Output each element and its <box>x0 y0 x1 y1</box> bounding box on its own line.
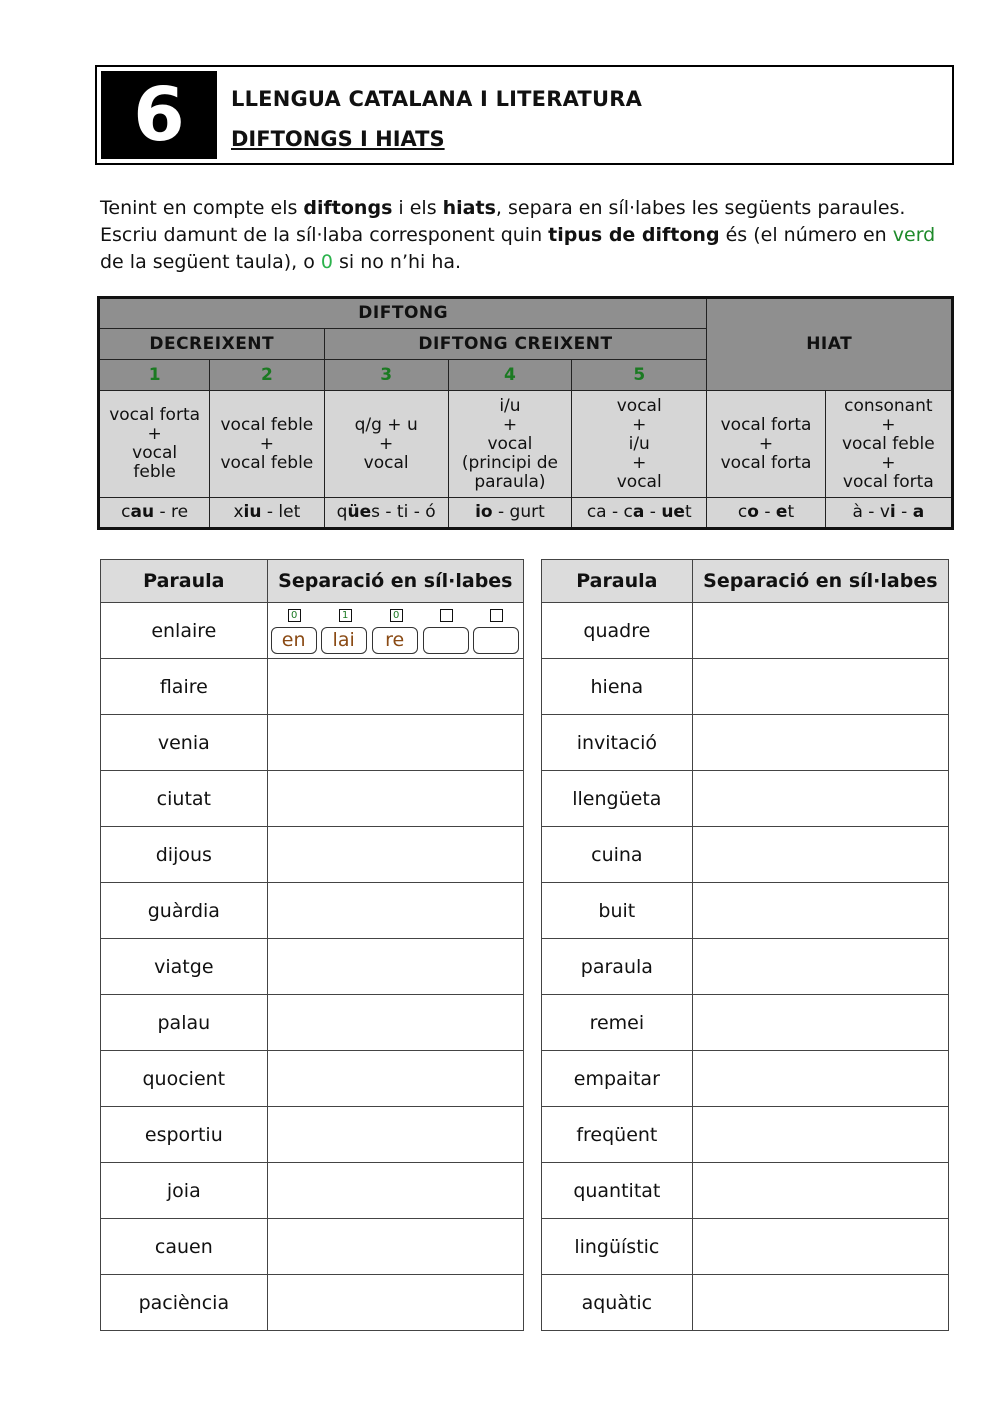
diphthong-type-checkbox[interactable]: 0 <box>288 609 301 622</box>
page-subtitle: DIFTONGS I HIATS <box>231 127 445 151</box>
example-word: ca - ca - uet <box>572 498 707 529</box>
table-row <box>101 603 524 659</box>
syllable-answer-cell[interactable] <box>267 603 523 659</box>
table-row <box>101 771 524 827</box>
example-word: io - gurt <box>448 498 571 529</box>
word-cell: viatge <box>101 939 268 995</box>
syllable-answer-cell[interactable] <box>692 1051 948 1107</box>
type-description: vocal forta + vocal forta <box>707 391 825 498</box>
instructions: Tenint en compte els diftongs i els hiats, separa en síl·labes les següents paraules. Escriu damunt de la síl·laba corresponent quin tipus de diftong és (el número en verd de la següent taula), o 0 si no n’hi ha. <box>100 197 936 273</box>
table-row <box>542 1107 949 1163</box>
type-description: consonant + vocal feble + vocal forta <box>825 391 952 498</box>
words-table-left <box>100 559 524 1331</box>
word-cell: ciutat <box>101 771 268 827</box>
column-header-word: Paraula <box>101 560 268 603</box>
table-row <box>101 1219 524 1275</box>
example-word: qües - ti - ó <box>324 498 448 529</box>
word-cell: dijous <box>101 827 268 883</box>
syllable-answer-cell[interactable] <box>692 883 948 939</box>
table-row <box>542 1275 949 1331</box>
table-row <box>542 771 949 827</box>
header-box <box>95 65 954 165</box>
syllable-answer-cell[interactable] <box>692 1275 948 1331</box>
syllable-answer-cell[interactable] <box>692 603 948 659</box>
word-cell: remei <box>542 995 693 1051</box>
example-word: co - et <box>707 498 825 529</box>
diphthong-type-checkbox[interactable]: 0 <box>390 609 403 622</box>
diphthong-type-checkbox[interactable]: 1 <box>339 609 352 622</box>
table-row <box>542 1219 949 1275</box>
syllable-answer-cell[interactable] <box>692 659 948 715</box>
decreixent-header: DECREIXENT <box>99 329 325 360</box>
syllable-answer-cell[interactable] <box>267 1275 523 1331</box>
word-cell: llengüeta <box>542 771 693 827</box>
table-row <box>542 715 949 771</box>
word-cell: empaitar <box>542 1051 693 1107</box>
table-row <box>101 1275 524 1331</box>
word-cell: quocient <box>101 1051 268 1107</box>
syllable-answer-cell[interactable] <box>267 995 523 1051</box>
word-cell: paciència <box>101 1275 268 1331</box>
word-cell: paraula <box>542 939 693 995</box>
diphthong-type-checkbox[interactable] <box>440 609 453 622</box>
table-row <box>542 827 949 883</box>
syllable-answer-cell[interactable] <box>692 1107 948 1163</box>
syllable-box[interactable]: en <box>271 627 317 654</box>
word-cell: cauen <box>101 1219 268 1275</box>
table-row <box>542 659 949 715</box>
syllable-answer-cell[interactable] <box>267 1107 523 1163</box>
syllable-answer-cell[interactable] <box>267 715 523 771</box>
table-row <box>542 883 949 939</box>
word-cell: cuina <box>542 827 693 883</box>
syllable-box[interactable]: lai <box>321 627 367 654</box>
type-description: vocal forta + vocal feble <box>99 391 210 498</box>
syllable-answer-cell[interactable] <box>692 1163 948 1219</box>
table-row <box>101 827 524 883</box>
syllable-answer-cell[interactable] <box>692 827 948 883</box>
type-number: 1 <box>99 360 210 391</box>
creixent-header: DIFTONG CREIXENT <box>324 329 707 360</box>
type-number: 5 <box>572 360 707 391</box>
table-row <box>542 603 949 659</box>
table-row <box>101 995 524 1051</box>
syllable-answer-cell[interactable] <box>692 939 948 995</box>
type-number: 3 <box>324 360 448 391</box>
word-cell: lingüístic <box>542 1219 693 1275</box>
hiat-header: HIAT <box>707 298 953 391</box>
syllable-answer-cell[interactable] <box>267 883 523 939</box>
reference-table <box>97 296 954 530</box>
unit-number: 6 <box>101 71 217 159</box>
syllable-answer-cell[interactable] <box>692 715 948 771</box>
page-title: LLENGUA CATALANA I LITERATURA <box>231 87 643 111</box>
word-cell: guàrdia <box>101 883 268 939</box>
words-table-right <box>541 559 949 1331</box>
example-word: cau - re <box>99 498 210 529</box>
type-number: 2 <box>210 360 324 391</box>
word-cell: enlaire <box>101 603 268 659</box>
diphthong-type-checkbox[interactable] <box>490 609 503 622</box>
word-cell: freqüent <box>542 1107 693 1163</box>
word-cell: aquàtic <box>542 1275 693 1331</box>
table-row <box>542 995 949 1051</box>
word-cell: palau <box>101 995 268 1051</box>
table-row <box>101 883 524 939</box>
table-row <box>101 715 524 771</box>
word-cell: esportiu <box>101 1107 268 1163</box>
syllable-answer-cell[interactable] <box>692 771 948 827</box>
syllable-example <box>271 607 521 655</box>
syllable-answer-cell[interactable] <box>692 1219 948 1275</box>
word-cell: quantitat <box>542 1163 693 1219</box>
example-word: à - vi - a <box>825 498 952 529</box>
table-row <box>101 939 524 995</box>
word-cell: flaire <box>101 659 268 715</box>
syllable-answer-cell[interactable] <box>267 659 523 715</box>
word-cell: quadre <box>542 603 693 659</box>
syllable-answer-cell[interactable] <box>267 1163 523 1219</box>
example-word: xiu - let <box>210 498 324 529</box>
syllable-answer-cell[interactable] <box>267 771 523 827</box>
syllable-answer-cell[interactable] <box>267 827 523 883</box>
column-header-word: Paraula <box>542 560 693 603</box>
table-row <box>542 939 949 995</box>
table-row <box>101 1163 524 1219</box>
syllable-box[interactable]: re <box>372 627 418 654</box>
table-row <box>542 1051 949 1107</box>
type-description: vocal + i/u + vocal <box>572 391 707 498</box>
column-header-syllables: Separació en síl·labes <box>267 560 523 603</box>
syllable-answer-cell[interactable] <box>267 1051 523 1107</box>
syllable-answer-cell[interactable] <box>267 1219 523 1275</box>
diftong-header: DIFTONG <box>99 298 707 329</box>
word-cell: venia <box>101 715 268 771</box>
syllable-answer-cell[interactable] <box>267 939 523 995</box>
table-row <box>542 1163 949 1219</box>
word-cell: joia <box>101 1163 268 1219</box>
type-number: 4 <box>448 360 571 391</box>
syllable-answer-cell[interactable] <box>692 995 948 1051</box>
syllable-box[interactable] <box>473 627 519 654</box>
type-description: q/g + u + vocal <box>324 391 448 498</box>
type-description: vocal feble + vocal feble <box>210 391 324 498</box>
table-row <box>101 659 524 715</box>
word-cell: buit <box>542 883 693 939</box>
type-description: i/u + vocal (principi de paraula) <box>448 391 571 498</box>
word-cell: invitació <box>542 715 693 771</box>
table-row <box>101 1107 524 1163</box>
syllable-box[interactable] <box>423 627 469 654</box>
word-cell: hiena <box>542 659 693 715</box>
column-header-syllables: Separació en síl·labes <box>692 560 948 603</box>
table-row <box>101 1051 524 1107</box>
